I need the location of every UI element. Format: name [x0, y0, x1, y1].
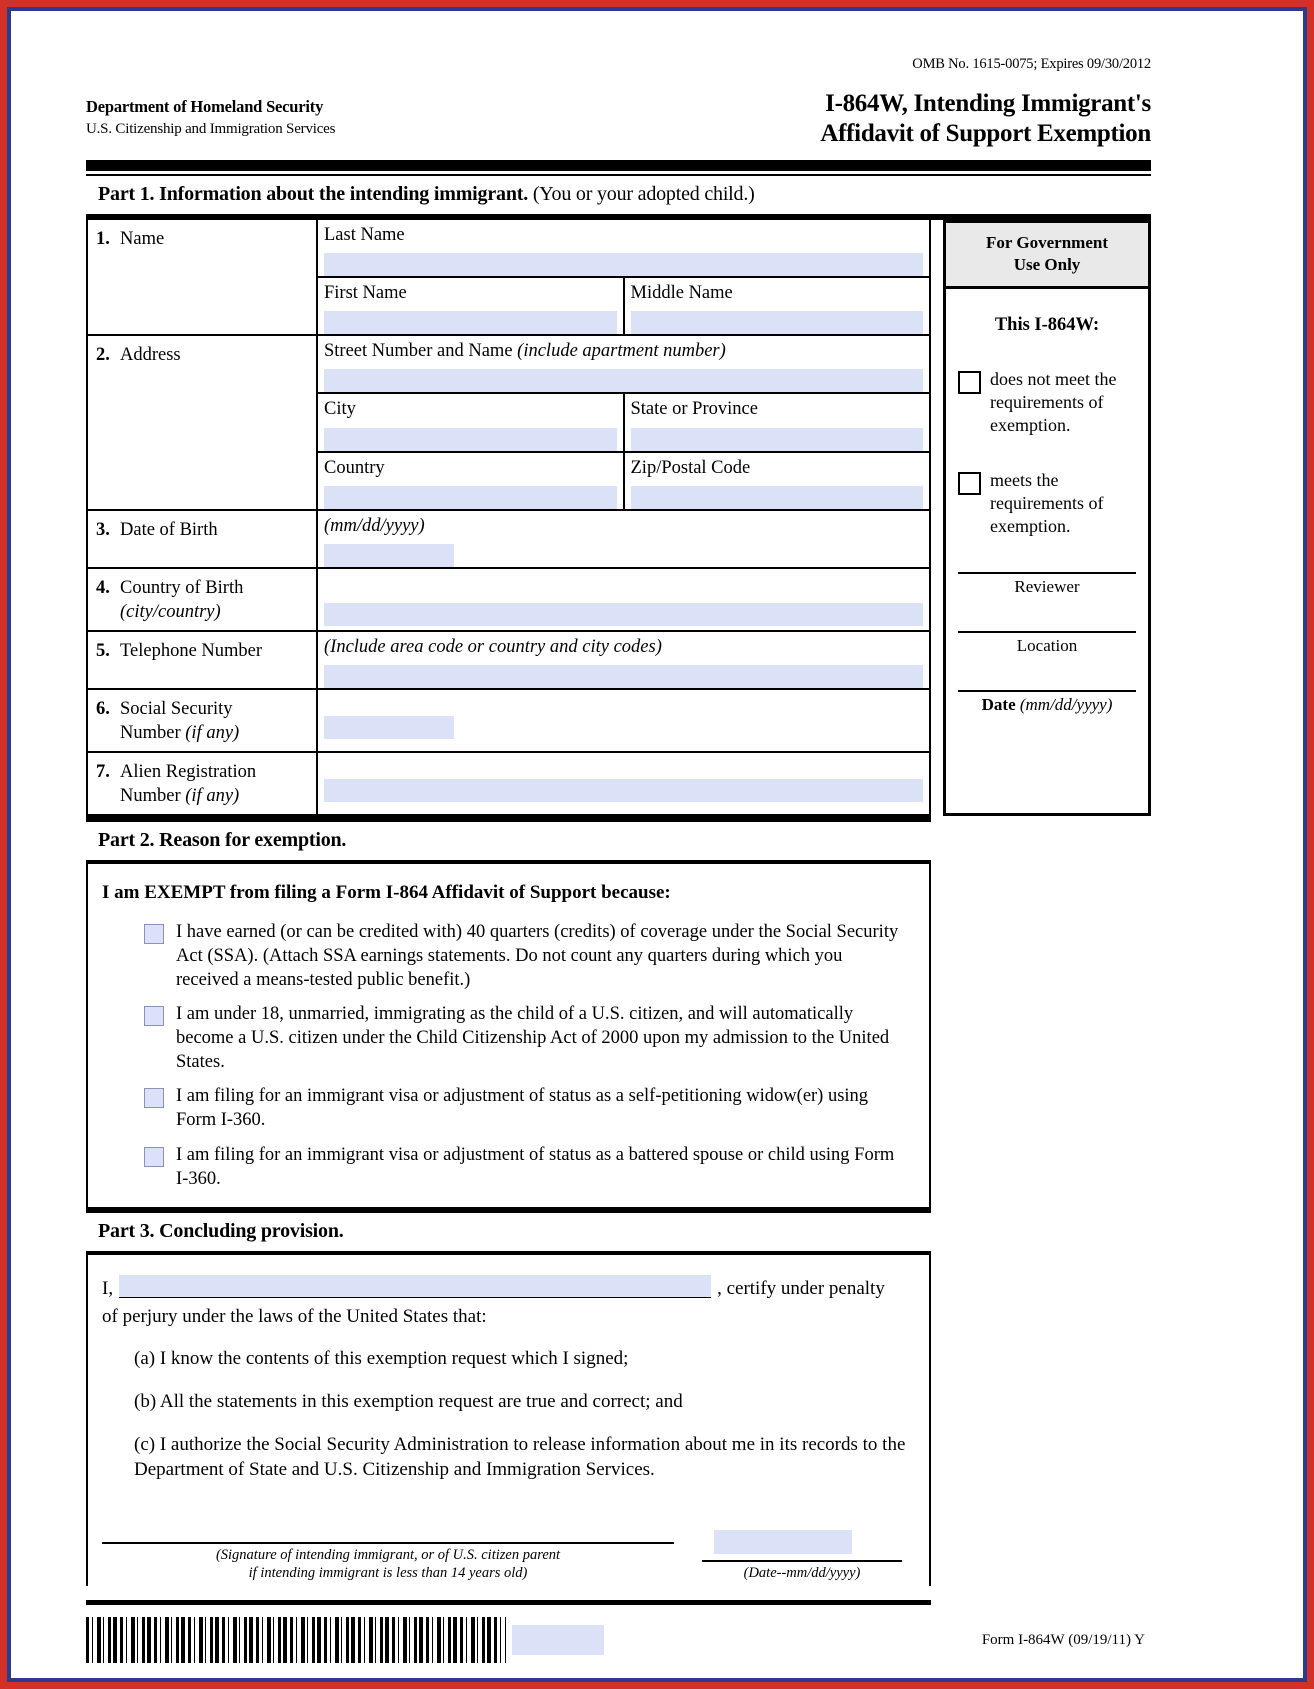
field-number: 4.	[96, 577, 110, 598]
part1-heading-bold: Part 1. Information about the intending immigrant.	[98, 183, 529, 205]
subfield-label	[324, 340, 929, 363]
part1-heading-note: (You or your adopted child.)	[528, 183, 755, 205]
exemption-option-widow[interactable]	[88, 1074, 929, 1132]
signature-block	[102, 1512, 674, 1582]
form-footer	[86, 1605, 1151, 1663]
field-label-telephone	[88, 632, 318, 688]
part2-section	[86, 816, 931, 1206]
last-name-input[interactable]	[324, 253, 923, 276]
field-number: 2.	[96, 345, 110, 366]
date-of-birth-input[interactable]	[324, 544, 454, 567]
exemption-option-label: I am under 18, unmarried, immigrating as the child of a U.S. citizen, and will automatically become a U.S. citizen under the Child Citizenship Act of 2000 upon my admission to the United States.	[176, 1004, 890, 1073]
subfield-zip	[623, 453, 930, 509]
certification-item-a: (a) I know the contents of this exemption request which I signed;	[134, 1347, 629, 1369]
field-label-text: Country of Birth	[120, 577, 244, 598]
subfield-label: Country	[324, 457, 385, 478]
field-label-address	[88, 336, 318, 508]
subfield-label-italic: (include apartment number)	[517, 341, 726, 362]
barcode-fill-field[interactable]	[512, 1625, 604, 1655]
field-label-ssn	[88, 690, 318, 751]
field-label-text2: Number	[120, 786, 186, 807]
certification-item-c: (c) I authorize the Social Security Administration to release information about me in its records to the Department of State and U.S. Citizenship and Immigration Services.	[134, 1433, 906, 1480]
checkbox-under-18[interactable]	[144, 1006, 164, 1026]
city-input[interactable]	[324, 428, 617, 451]
field-label-name	[88, 220, 318, 334]
part2-heading	[86, 822, 931, 860]
field-label-text: Date of Birth	[120, 519, 218, 540]
agency-subunit: U.S. Citizenship and Immigration Services	[86, 121, 336, 137]
part3-body	[86, 1255, 931, 1587]
form-sheet	[11, 11, 1303, 1678]
subfield-street	[318, 336, 929, 392]
form-title-line2: Affidavit of Support Exemption	[820, 119, 1151, 147]
location-line[interactable]: Location	[958, 631, 1136, 656]
field-label-country-of-birth	[88, 569, 318, 630]
state-input[interactable]	[631, 428, 924, 451]
form-header	[86, 89, 1151, 148]
subfield-label: State or Province	[630, 399, 758, 420]
government-option-label: meets the requirements of exemption.	[990, 470, 1104, 537]
certification-suffix: , certify under penalty	[717, 1277, 885, 1299]
checkbox-widow[interactable]	[144, 1088, 164, 1108]
alien-number-input[interactable]	[324, 779, 923, 802]
government-option-label: does not meet the requirements of exemption.	[990, 369, 1117, 436]
certifier-name-input[interactable]	[119, 1275, 711, 1298]
telephone-input[interactable]	[324, 665, 923, 688]
signature-area	[88, 1482, 929, 1582]
signature-caption-line2: if intending immigrant is less than 14 years old)	[248, 1565, 528, 1582]
signature-date-block	[702, 1530, 902, 1582]
part1-heading	[86, 176, 1151, 214]
subfield-label: First Name	[324, 283, 407, 304]
country-of-birth-note: (city/country)	[120, 601, 221, 622]
agency-department: Department of Homeland Security	[86, 97, 324, 116]
form-edition-id: Form I-864W (09/19/11) Y	[981, 1631, 1145, 1648]
country-of-birth-input[interactable]	[324, 603, 923, 626]
subfield-city	[318, 394, 623, 450]
part3-section	[86, 1207, 931, 1587]
field-label-text: Address	[120, 345, 181, 366]
zip-input[interactable]	[631, 486, 924, 509]
field-number: 3.	[96, 519, 110, 540]
signature-caption-line1: (Signature of intending immigrant, or of U.S. citizen parent	[215, 1546, 561, 1563]
omb-number: OMB No. 1615-0075; Expires 09/30/2012	[912, 56, 1151, 72]
exemption-option-40-quarters[interactable]	[88, 910, 929, 992]
field-row-date-of-birth	[88, 511, 929, 569]
part2-intro: I am EXEMPT from filing a Form I-864 Affidavit of Support because:	[102, 882, 671, 904]
signature-date-input[interactable]	[714, 1530, 852, 1554]
field-number: 5.	[96, 640, 110, 661]
field-label-alien-number	[88, 753, 318, 814]
subfield-state	[623, 394, 930, 450]
field-number: 6.	[96, 698, 110, 719]
field-row-ssn	[88, 690, 929, 753]
field-label-text: Social Security	[120, 698, 233, 719]
part2-heading-text: Part 2. Reason for exemption.	[98, 829, 347, 852]
certification-line2: of perjury under the laws of the United States that:	[102, 1305, 487, 1327]
exemption-option-battered-spouse[interactable]	[88, 1133, 929, 1191]
subfield-middle-name	[623, 278, 930, 334]
field-label-text: Alien Registration	[120, 762, 257, 783]
checkbox-meets[interactable]	[958, 472, 981, 495]
part1-body	[86, 220, 1151, 816]
field-row-alien-number	[88, 753, 929, 816]
field-label-date-of-birth	[88, 511, 318, 567]
part2-body	[86, 864, 931, 1206]
government-use-header-line1: For Government	[986, 233, 1108, 252]
subfield-country	[318, 453, 623, 509]
government-date-format: (mm/dd/yyyy)	[1019, 695, 1113, 715]
certification-prefix: I,	[102, 1277, 114, 1299]
certification-line	[88, 1255, 929, 1300]
ssn-note: (if any)	[185, 723, 240, 744]
country-input[interactable]	[324, 486, 617, 509]
checkbox-40-quarters[interactable]	[144, 924, 164, 944]
subfield-label: Last Name	[324, 225, 405, 245]
reviewer-line[interactable]: Reviewer	[958, 572, 1136, 597]
field-row-telephone	[88, 632, 929, 690]
telephone-note: (Include area code or country and city codes)	[324, 636, 662, 657]
form-content	[86, 56, 1151, 1663]
government-option-does-not-meet[interactable]	[958, 368, 1136, 437]
signature-caption	[102, 1544, 674, 1582]
header-black-bar	[86, 160, 1151, 171]
subfield-last-name	[318, 220, 929, 276]
exemption-option-label: I am filing for an immigrant visa or adjustment of status as a self-petitioning widow(er) using Form I-360.	[176, 1086, 869, 1131]
barcode	[86, 1617, 506, 1663]
exemption-option-under-18[interactable]	[88, 992, 929, 1074]
subfield-label: Middle Name	[630, 283, 733, 304]
signature-date-caption: (Date--mm/dd/yyyy)	[743, 1565, 861, 1582]
exemption-option-label: I have earned (or can be credited with) 40 quarters (credits) of coverage under the Social Security Act (SSA). (Attach SSA earnings statements. Do not count any quarters during which you received a means-tested public benefit.)	[176, 922, 899, 991]
part3-heading	[86, 1213, 931, 1251]
government-date-line[interactable]	[958, 690, 1136, 715]
checkbox-does-not-meet[interactable]	[958, 371, 981, 394]
field-row-name	[88, 220, 929, 336]
field-label-text2: Number	[120, 723, 186, 744]
middle-name-input[interactable]	[631, 311, 924, 334]
first-name-input[interactable]	[324, 311, 617, 334]
government-date-label: Date	[981, 695, 1020, 715]
field-number: 1.	[96, 229, 110, 249]
agency-block	[86, 89, 335, 138]
field-label-text: Name	[120, 229, 165, 249]
form-title	[820, 89, 1151, 148]
government-use-header-line2: Use Only	[1013, 255, 1081, 275]
subfield-label: Zip/Postal Code	[630, 457, 751, 478]
government-option-meets[interactable]	[958, 469, 1136, 538]
subfield-label-text: Street Number and Name	[324, 341, 518, 362]
field-number: 7.	[96, 762, 110, 783]
subfield-first-name	[318, 278, 623, 334]
field-label-text: Telephone Number	[120, 640, 263, 661]
alien-number-note: (if any)	[185, 786, 240, 807]
field-row-address	[88, 336, 929, 510]
certification-item-b: (b) All the statements in this exemption request are true and correct; and	[134, 1390, 683, 1412]
field-row-country-of-birth	[88, 569, 929, 632]
government-use-header	[946, 223, 1148, 289]
government-form-label: This I-864W:	[994, 315, 1100, 336]
ssn-input[interactable]	[324, 716, 454, 739]
street-input[interactable]	[324, 369, 923, 392]
part1-fields-table	[86, 220, 931, 816]
exemption-option-label: I am filing for an immigrant visa or adjustment of status as a battered spouse or child using Form I-360.	[176, 1144, 895, 1189]
subfield-label: City	[324, 399, 356, 420]
government-use-box	[943, 220, 1151, 816]
part3-heading-text: Part 3. Concluding provision.	[98, 1219, 344, 1242]
form-title-line1: I-864W, Intending Immigrant's	[825, 90, 1151, 117]
date-of-birth-format: (mm/dd/yyyy)	[324, 515, 425, 536]
checkbox-battered-spouse[interactable]	[144, 1147, 164, 1167]
